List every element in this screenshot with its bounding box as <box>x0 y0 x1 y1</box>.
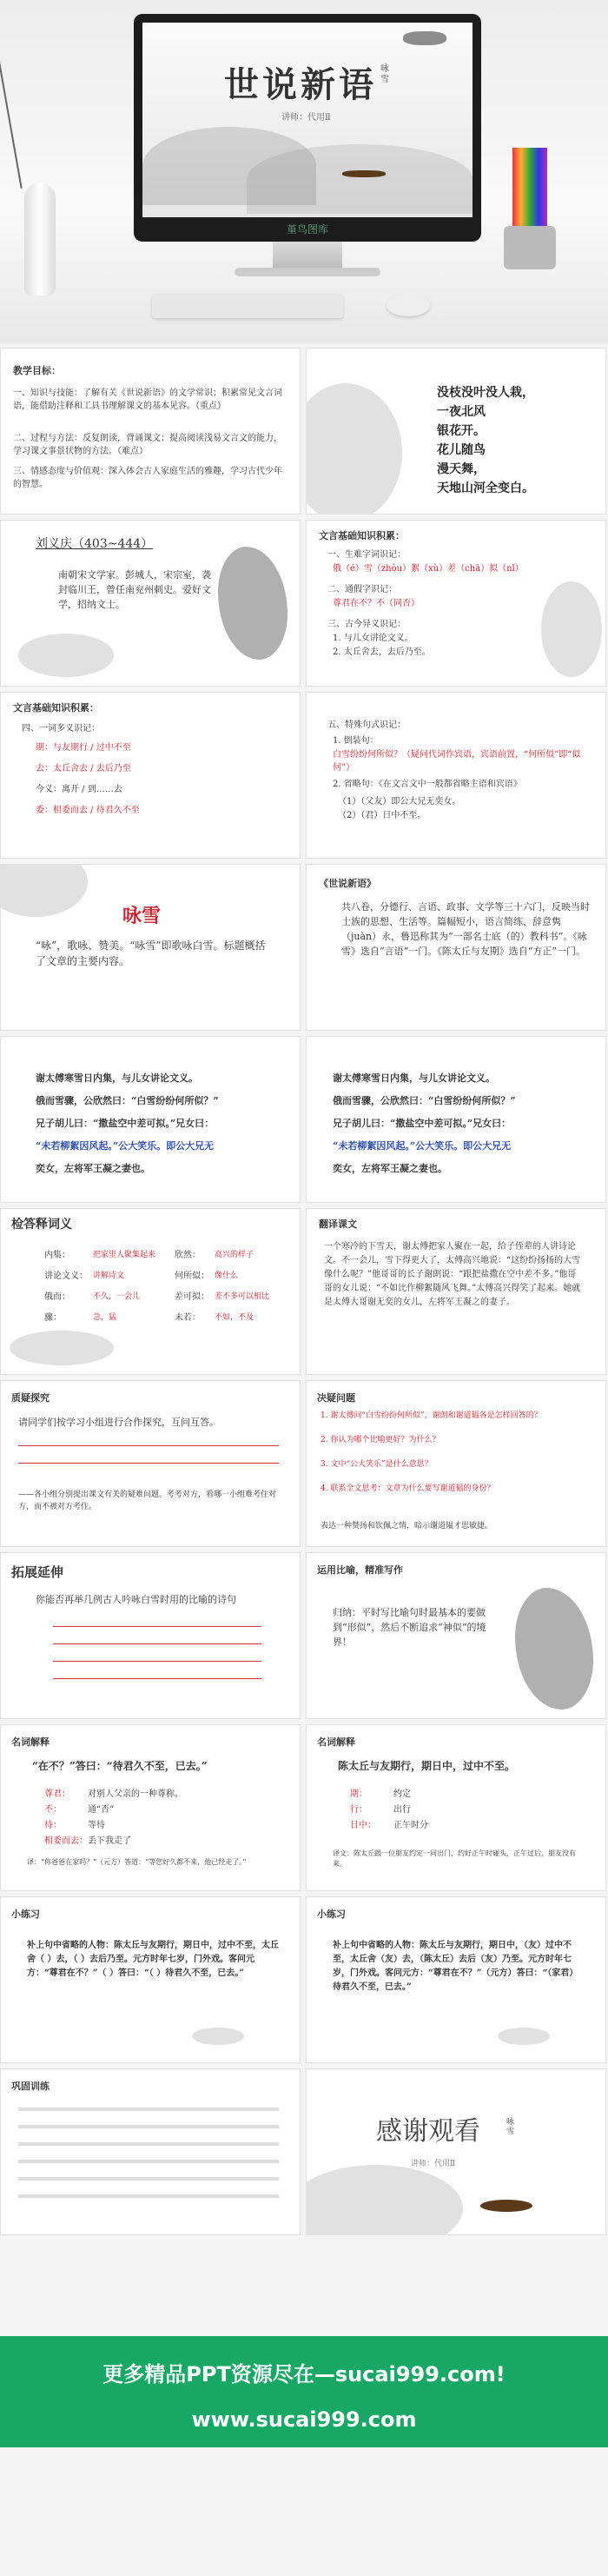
question-line: 1. 谢太傅问“白雪纷纷何所似”，谢朗和谢道韫各是怎样回答的？ <box>321 1411 542 1420</box>
slide-vocab-1 <box>306 520 606 687</box>
slide-title-meaning <box>0 864 301 1031</box>
slide-teaching-goals <box>0 348 301 515</box>
slide-extension <box>0 1552 301 1719</box>
text-line: 俄而雪骤，公欣然曰：“白雪纷纷何所似？” <box>333 1095 516 1106</box>
term-meaning: 通“否” <box>88 1805 115 1815</box>
vocab-line: 期：与友期行 / 过中不至 <box>36 743 131 753</box>
monitor-base <box>235 268 380 276</box>
branch-icon <box>0 46 99 189</box>
slide-author <box>0 520 301 687</box>
word-term: 差可拟： <box>175 1292 209 1302</box>
slide-heading: 检答释词义 <box>11 1218 72 1232</box>
hero-title: 世说新语 <box>224 64 377 105</box>
term-word: 日中： <box>350 1821 376 1830</box>
vase-icon <box>24 183 56 295</box>
question-footer: 表达一种赞扬和钦佩之情，暗示谢道韫才思敏捷。 <box>321 1522 493 1530</box>
promo-text: 更多精品PPT资源尽在—sucai999.com! <box>102 2362 506 2387</box>
word-term: 内集： <box>44 1251 70 1260</box>
slide-word-meaning <box>0 1208 301 1375</box>
slide-translation <box>306 1208 606 1375</box>
slide-heading: 运用比喻，精准写作 <box>317 1564 403 1576</box>
vocab-line: 四、一词多义识记： <box>22 724 100 734</box>
vocab-line: 三、古今异义识记： <box>327 620 406 629</box>
practice-text: 补上句中省略的人物：陈太丘与友期行，期日中，过中不至，太丘舍（ ）去，（ ）去后乃至。元方时年七岁，门外戏。客问元方：“尊君在不？”（ ）答曰：“（ ）待君久不至，已去。” <box>27 1941 279 1978</box>
title-explanation: “咏”，歌咏、赞美。“咏雪”即歌咏白雪。标题概括了文章的主要内容。 <box>36 939 266 967</box>
text-line: 兄子胡儿曰：“撒盐空中差可拟。”兄女曰： <box>36 1118 215 1129</box>
slide-heading: 小练习 <box>11 1909 40 1920</box>
vocab-line: 去：太丘舍去 / 去后乃至 <box>36 764 131 773</box>
word-meaning: 高兴的样子 <box>215 1251 254 1259</box>
keyboard-icon <box>152 294 343 318</box>
slide-heading: 质疑探究 <box>11 1392 50 1404</box>
mouse-icon <box>387 294 430 316</box>
pattern-line: （1）（父友）即公大兄无奕女。 <box>338 797 461 807</box>
slide-heading: 拓展延伸 <box>11 1564 64 1580</box>
slide-terms-1 <box>0 1724 301 1891</box>
poem-line: 漫天舞， <box>437 462 486 476</box>
bird-branch-icon <box>10 1331 114 1365</box>
promo-banner <box>0 2336 608 2447</box>
slide-heading: 决疑问题 <box>317 1392 355 1404</box>
thanks-title: 感谢观看 <box>376 2116 480 2147</box>
vocab-line: 今义：离开 / 到……去 <box>36 785 122 794</box>
word-term: 讲论文义： <box>44 1271 88 1281</box>
slide-heading: 文言基础知识积累： <box>13 702 99 714</box>
poem-line: 天地山河全变白。 <box>437 481 534 495</box>
slide-vocab-2 <box>0 692 301 859</box>
question-line: 2. 你认为哪个比喻更好？为什么？ <box>321 1436 440 1444</box>
poem-line: 没枝没叶没人栽， <box>437 386 534 400</box>
term-meaning: 丢下我走了 <box>88 1836 131 1846</box>
slide-book-intro <box>306 864 606 1031</box>
term-word: 行： <box>350 1805 367 1815</box>
term-meaning: 对别人父亲的一种尊称。 <box>88 1789 183 1799</box>
pencils-icon <box>512 148 547 235</box>
term-meaning: 正午时分 <box>393 1821 428 1830</box>
pattern-line: 1. 倒装句： <box>333 736 379 746</box>
hero-title-side: 咏雪 <box>380 64 389 84</box>
ink-mountain-icon <box>541 581 602 677</box>
slide-heading: 名词解释 <box>317 1736 355 1748</box>
slide-metaphor-writing <box>306 1552 606 1719</box>
crane-icon <box>403 31 446 45</box>
slide-inquiry <box>0 1380 301 1547</box>
ink-mountain-icon <box>306 383 402 515</box>
slide-heading: 教学目标： <box>13 365 61 376</box>
slide-poem <box>306 348 606 515</box>
word-meaning: 把家里人聚集起来 <box>93 1251 156 1259</box>
term-word: 不： <box>44 1805 62 1815</box>
term-word: 相委而去： <box>44 1836 88 1846</box>
poem-line: 一夜北风 <box>437 405 486 419</box>
term-word: 待： <box>44 1821 62 1830</box>
slide-heading: 巩固训练 <box>11 2081 50 2092</box>
text-line: 俄而雪骤，公欣然曰：“白雪纷纷何所似？” <box>36 1095 219 1106</box>
slide-terms-2 <box>306 1724 606 1891</box>
text-line: 谢太傅寒雪日内集，与儿女讲论文义。 <box>333 1072 495 1084</box>
term-word: 尊君： <box>44 1789 70 1799</box>
hero-speaker: 讲师：代用Ⅱ <box>281 113 331 123</box>
slide-heading: 小练习 <box>317 1909 346 1920</box>
translation-note: 译：“你爸爸在家吗？”（元方）答道：“等您好久都不来，他已经走了。” <box>27 1858 247 1866</box>
thanks-side: 咏雪 <box>506 2118 515 2136</box>
lesson-title: 咏雪 <box>122 905 162 927</box>
word-meaning: 差不多可以相比 <box>215 1292 270 1301</box>
pattern-line: （2）（君）日中不至。 <box>338 811 426 820</box>
text-line: 谢太傅寒雪日内集，与儿女讲论文义。 <box>36 1072 198 1084</box>
monitor-stand <box>273 242 342 269</box>
vocab-line: 二、通假字识记： <box>327 585 397 594</box>
slide-practice-1 <box>0 1896 301 2063</box>
vocab-line: 俄（é）雪（zhòu）絮（xù）差（chā）拟（nǐ） <box>333 564 524 574</box>
practice-answer-text: 补上句中省略的人物：陈太丘与友期行，期日中，（友）过中不至，太丘舍（友）去，（陈太丘）去后（友）乃至。元方时年七岁，门外戏。客问元方：“尊君在不？”（元方）答曰：“（家君）待君久不至，已去。” <box>333 1941 578 1992</box>
question-line: 3. 文中“公大笑乐”是什么意思？ <box>321 1460 433 1469</box>
pattern-line: 五、特殊句式识记： <box>327 720 406 730</box>
inquiry-note: ——各小组分别提出课文有关的疑难问题。考考对方，看哪一小组难考住对方，而不被对方考住。 <box>18 1490 277 1511</box>
word-meaning: 不如，不及 <box>215 1313 254 1322</box>
word-term: 未若： <box>175 1313 201 1323</box>
book-intro-text: 共八卷，分德行、言语、政事、文学等三十六门，反映当时士族的思想、生活等。篇幅短小，语言简练、辞意隽（juàn）永，鲁迅称其为“一部名士底（的）教科书”。《咏雪》选自“言语”一门。《陈太丘与友期》选自“方正”一门。 <box>341 901 590 957</box>
goal-item: 三、情感态度与价值观：深入体会古人家庭生活的雅趣，学习古代少年的智慧。 <box>13 467 282 489</box>
slide-text-2 <box>306 1036 606 1203</box>
pencil-cup-icon <box>504 226 556 269</box>
text-line: 奕女，左将军王凝之妻也。 <box>333 1163 447 1174</box>
pattern-line: 2. 省略句：《在文言文中一般都省略主语和宾语》 <box>333 780 522 789</box>
slide-consolidation <box>0 2068 301 2235</box>
slide-practice-2 <box>306 1896 606 2063</box>
slide-thanks <box>306 2068 606 2235</box>
inquiry-prompt: 请同学们按学习小组进行合作探究，互问互答。 <box>18 1417 219 1428</box>
word-meaning: 讲解诗文 <box>93 1271 125 1280</box>
translation-text: 一个寒冷的下雪天，谢太傅把家人聚在一起，给子侄辈的人讲诗论文。不一会儿，雪下得更大了，太傅高兴地说：“这纷纷扬扬的大雪像什么呢？”他哥哥的长子谢朗说：“跟把盐撒在空中差不多。”他哥哥的女儿说：“不如比作柳絮随风飞舞。”太傅高兴得笑了起来。她就是太傅大哥谢无奕的女儿，左将军王凝之的妻子。 <box>324 1242 581 1307</box>
text-line: “未若柳絮因风起。”公大笑乐。即公大兄无 <box>36 1140 215 1152</box>
koi-fish-icon <box>218 547 287 660</box>
slide-heading: 名词解释 <box>11 1736 50 1748</box>
monitor <box>134 14 481 242</box>
author-name: 刘义庆（403~444） <box>36 537 154 551</box>
extension-prompt: 你能否再举几例古人吟咏白雪时用的比喻的诗句 <box>36 1594 236 1605</box>
poem-line: 花儿随鸟 <box>437 443 486 457</box>
text-line: “未若柳絮因风起。”公大笑乐。即公大兄无 <box>333 1140 512 1152</box>
goal-item: 一、知识与技能：了解有关《世说新语》的文学常识；积累常见文言词语，能借助注释和工具书理解课文的基本见容。（重点） <box>13 388 282 411</box>
word-term: 何所似： <box>175 1271 209 1281</box>
term-meaning: 出行 <box>393 1805 411 1815</box>
vocab-line: 1. 与儿女讲论文义。 <box>333 634 413 643</box>
text-line: 兄子胡儿曰：“撒盐空中差可拟。”兄女曰： <box>333 1118 512 1129</box>
word-term: 骤： <box>44 1313 62 1323</box>
word-term: 俄而： <box>44 1292 70 1302</box>
slide-resolve-questions <box>306 1380 606 1547</box>
vocab-line: 一、生难字词识记： <box>327 550 406 560</box>
text-line: 奕女，左将军王凝之妻也。 <box>36 1163 150 1174</box>
word-meaning: 像什么 <box>215 1271 239 1280</box>
question-line: 4. 联系全文思考：文章为什么要写谢道韫的身份？ <box>321 1484 495 1493</box>
thanks-speaker: 讲师：代用Ⅱ <box>411 2160 456 2168</box>
metaphor-summary: 归纳：平时写比喻句时最基本的要做到“形似”，然后不断追求“神似”的境界！ <box>333 1607 486 1648</box>
slide-heading: 翻译课文 <box>319 1218 357 1230</box>
boat-icon <box>342 170 386 177</box>
word-term: 欣然： <box>175 1251 201 1260</box>
monitor-brand: 堇鸟图库 <box>286 223 328 236</box>
ink-cloud-icon <box>0 864 88 917</box>
boat-icon <box>480 2200 532 2212</box>
boat-icon <box>498 2028 550 2045</box>
monitor-screen <box>142 23 473 217</box>
word-meaning: 不久，一会儿 <box>93 1292 141 1301</box>
boat-icon <box>192 2028 244 2045</box>
pattern-line: 白雪纷纷何所似？（疑问代词作宾语，宾语前置，“何所似”即“似何”） <box>333 750 581 773</box>
poem-line: 银花开。 <box>437 424 486 438</box>
quote-text: “在不？”答曰：“待君久不至，已去。” <box>32 1760 208 1772</box>
hero-section <box>0 0 608 343</box>
goal-item: 二、过程与方法：反复朗读，背诵课文；提高阅读浅易文言文的能力，学习课文事景状物的方法。（难点） <box>13 434 282 456</box>
vocab-line: 2. 太丘舍去，去后乃至。 <box>333 647 431 657</box>
term-word: 期： <box>350 1789 367 1799</box>
book-title: 《世说新语》 <box>319 878 376 889</box>
bamboo-icon <box>18 634 114 677</box>
translation-note: 译文：陈太丘跟一位朋友约定一同出门，约好正午时碰头，正午过后，朋友没有来。 <box>333 1849 576 1868</box>
quote-text: 陈太丘与友期行，期日中，过中不至。 <box>338 1760 516 1772</box>
vocab-line: 委：相委而去 / 待君久不至 <box>36 806 140 815</box>
term-meaning: 等待 <box>88 1821 105 1830</box>
koi-fish-icon <box>515 1588 593 1710</box>
author-bio: 南朝宋文学家。彭城人，宋宗室，袭封临川王，曾任南兖州刺史。爱好文学，招纳文士。 <box>58 569 211 610</box>
word-meaning: 急，猛 <box>93 1313 117 1322</box>
term-meaning: 约定 <box>393 1789 411 1799</box>
slide-sentence-patterns <box>306 692 606 859</box>
vocab-line: 尊君在不？不（同否） <box>333 599 420 608</box>
ink-mountain-icon <box>306 2165 463 2235</box>
slide-heading: 文言基础知识积累： <box>319 530 405 541</box>
promo-url[interactable]: www.sucai999.com <box>191 2407 417 2432</box>
slide-text-1 <box>0 1036 301 1203</box>
